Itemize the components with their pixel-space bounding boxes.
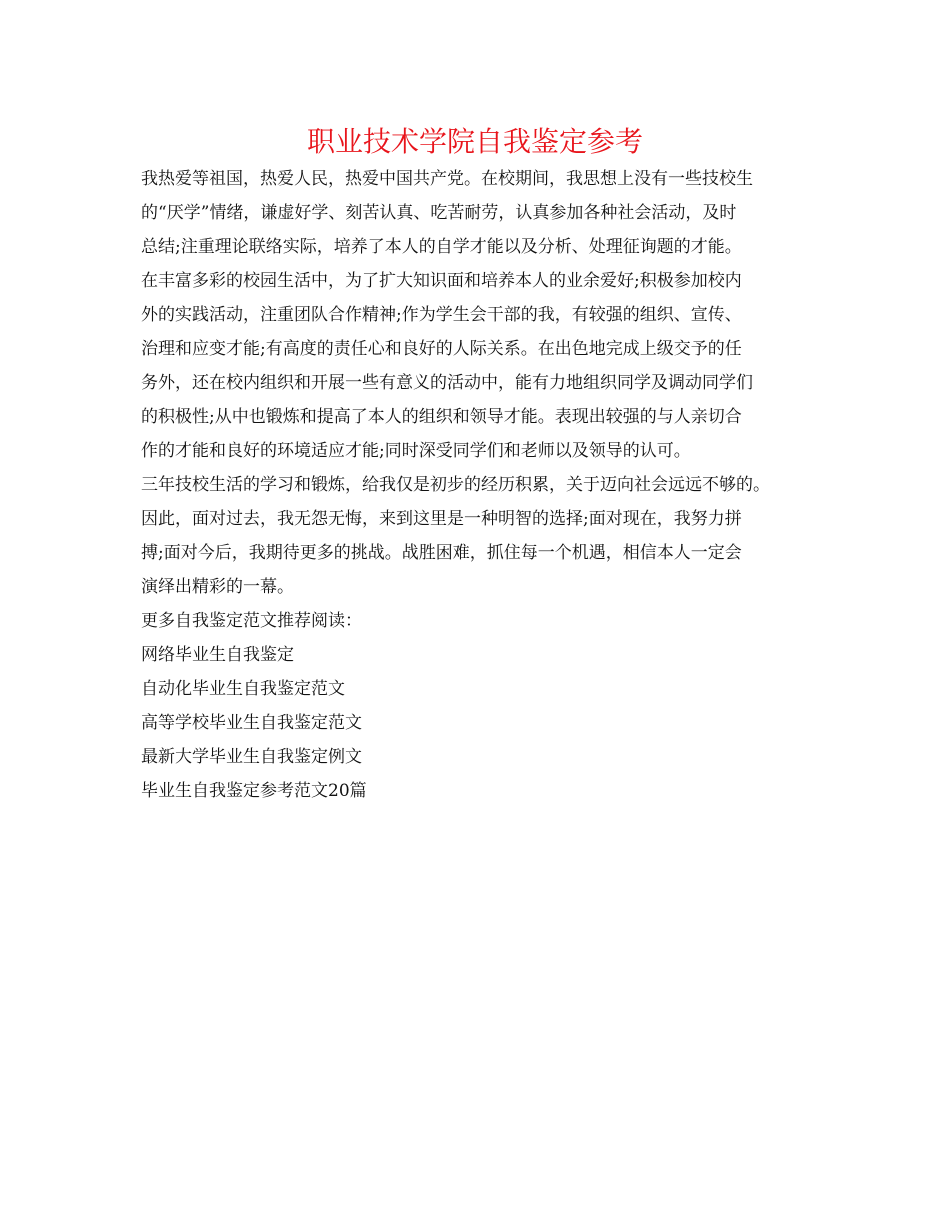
body-line: 作的才能和良好的环境适应才能;同时深受同学们和老师以及领导的认可。 bbox=[141, 441, 691, 461]
body-line: 我热爱等祖国，热爱人民，热爱中国共产党。在校期间，我思想上没有一些技校生 bbox=[141, 169, 753, 189]
body-line: 搏;面对今后，我期待更多的挑战。战胜困难，抓住每一个机遇，相信本人一定会 bbox=[141, 543, 742, 563]
recommend-link[interactable]: 毕业生自我鉴定参考范文20篇 bbox=[141, 781, 367, 801]
recommend-link[interactable]: 最新大学毕业生自我鉴定例文 bbox=[141, 747, 362, 767]
body-line: 的积极性;从中也锻炼和提高了本人的组织和领导才能。表现出较强的与人亲切合 bbox=[141, 407, 742, 427]
body-line: 务外，还在校内组织和开展一些有意义的活动中，能有力地组织同学及调动同学们 bbox=[141, 373, 753, 393]
body-line: 外的实践活动，注重团队合作精神;作为学生会干部的我，有较强的组织、宣传、 bbox=[141, 305, 742, 325]
body-line: 在丰富多彩的校园生活中，为了扩大知识面和培养本人的业余爱好;积极参加校内 bbox=[141, 271, 742, 291]
recommend-link[interactable]: 自动化毕业生自我鉴定范文 bbox=[141, 679, 345, 699]
document-body bbox=[141, 162, 831, 808]
document-title: 职业技术学院自我鉴定参考 bbox=[306, 125, 643, 158]
body-line: 三年技校生活的学习和锻炼，给我仅是初步的经历积累，关于迈向社会远远不够的。 bbox=[141, 475, 770, 495]
body-line: 演绎出精彩的一幕。 bbox=[141, 577, 294, 597]
body-line: 治理和应变才能;有高度的责任心和良好的人际关系。在出色地完成上级交予的任 bbox=[141, 339, 742, 359]
body-line: 总结;注重理论联络实际，培养了本人的自学才能以及分析、处理征询题的才能。 bbox=[141, 237, 742, 257]
recommend-link[interactable]: 网络毕业生自我鉴定 bbox=[141, 645, 294, 665]
body-line: 因此，面对过去，我无怨无悔，来到这里是一种明智的选择;面对现在，我努力拼 bbox=[141, 509, 742, 529]
body-line: 的“厌学”情绪，谦虚好学、刻苦认真、吃苦耐劳，认真参加各种社会活动，及时 bbox=[141, 203, 737, 223]
recommend-heading: 更多自我鉴定范文推荐阅读： bbox=[141, 611, 362, 631]
recommend-link[interactable]: 高等学校毕业生自我鉴定范文 bbox=[141, 713, 362, 733]
